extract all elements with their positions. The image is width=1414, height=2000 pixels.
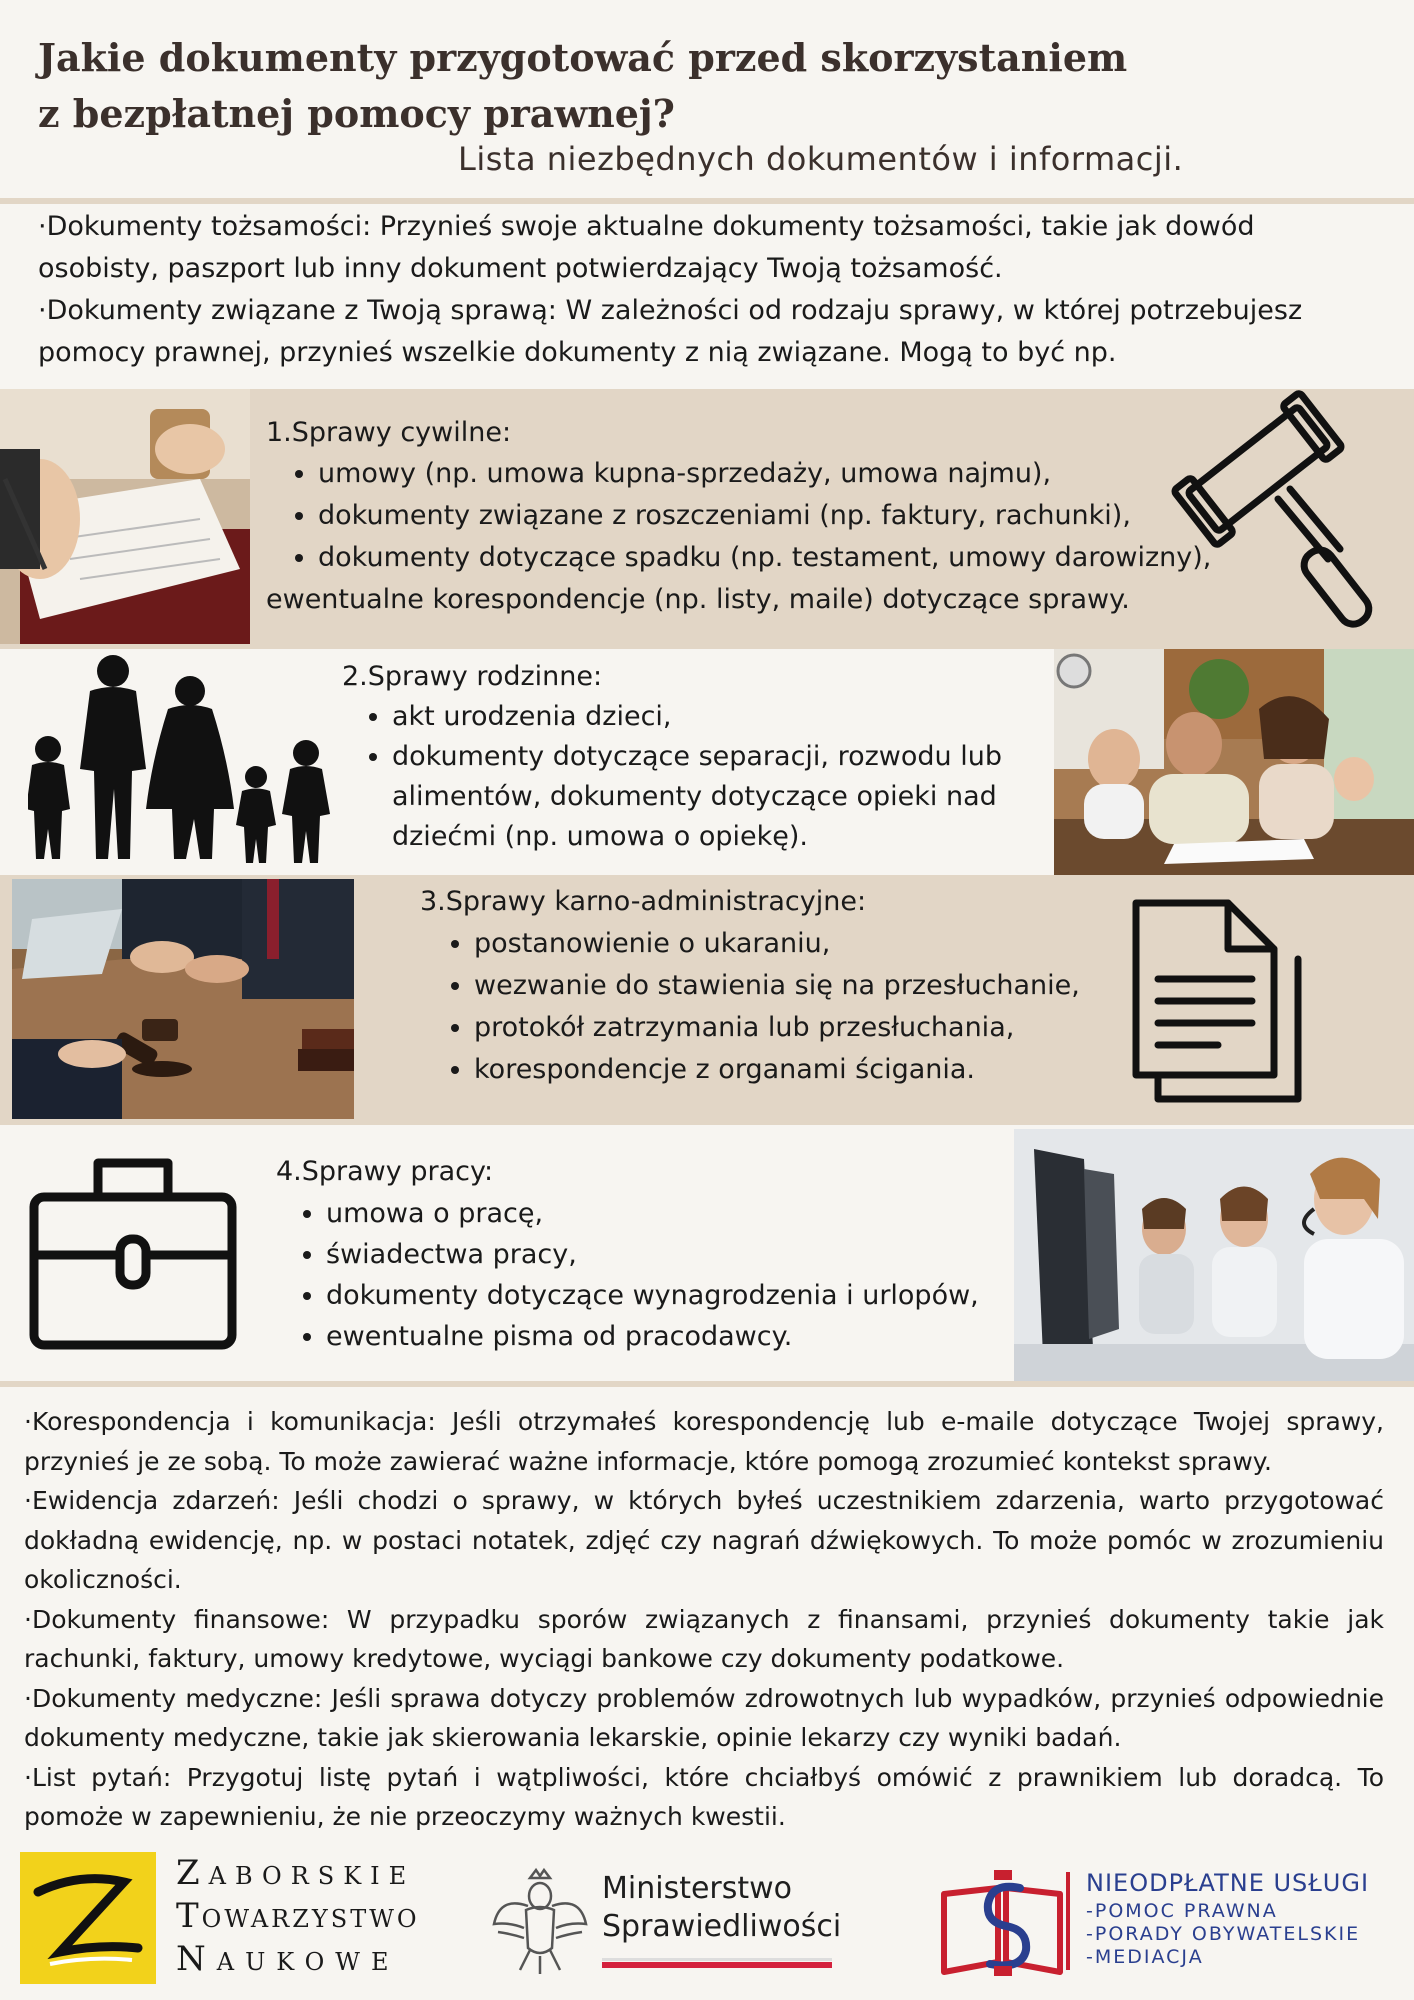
labor-content (276, 1151, 1016, 1357)
list-item: • dokumenty dotyczące wynagrodzenia i urlopów, (326, 1275, 1016, 1316)
list-item: • umowy (np. umowa kupna-sprzedaży, umowa najmu), (318, 453, 1286, 495)
intro-block (38, 206, 1383, 374)
title-line-1: Jakie dokumenty przygotować przed skorzystaniem (38, 35, 1128, 80)
list-item: • dokumenty związane z roszczeniami (np. faktury, rachunki), (318, 495, 1286, 537)
list-item: • dokumenty dotyczące spadku (np. testament, umowy darowizny), (318, 537, 1286, 579)
ztn-emblem-icon (20, 1852, 156, 1984)
family-silhouette-icon (28, 649, 338, 869)
call-center-photo (1014, 1129, 1414, 1381)
nieodplatne-divider (1066, 1872, 1070, 1970)
intro-case-docs: ·Dokumenty związane z Twoją sprawą: W zależności od rodzaju sprawy, w której potrzebujesz pomocy prawnej, przynieś wszelkie dokumenty z nią związane. Mogą to być np. (38, 295, 1303, 368)
ztn-line-2: Towarzystwo (176, 1896, 420, 1936)
criminal-list (420, 923, 1140, 1091)
section-title: 4.Sprawy pracy: (276, 1156, 494, 1187)
nieodplatne-item: -PORADY OBYWATELSKIE (1086, 1923, 1361, 1945)
financial-docs-note: ·Dokumenty finansowe: W przypadku sporów związanych z finansami, przynieś dokumenty takie jak rachunki, faktury, umowy kredytowe, wyciągi bankowe czy dokumenty podatkowe. (24, 1604, 1384, 1673)
gavel-icon (1168, 389, 1388, 634)
events-record-note: ·Ewidencja zdarzeń: Jeśli chodzi o sprawy, w których byłeś uczestnikiem zdarzenia, warto przygotować dokładną ewidencję, np. w postaci notatek, zdjęć czy nagrań dźwiękowych. To może pomóc w zrozumieniu okoliczności. (24, 1486, 1384, 1594)
section-criminal (0, 875, 1414, 1125)
polish-eagle-icon (490, 1866, 590, 1976)
section-civil (0, 389, 1414, 649)
ministry-flag-red (602, 1962, 832, 1968)
list-item: • ewentualne pisma od pracodawcy. (326, 1316, 1016, 1357)
family-list (342, 697, 1022, 857)
page-subtitle: Lista niezbędnych dokumentów i informacji. (458, 140, 1184, 178)
nieodplatne-item: -POMOC PRAWNA (1086, 1900, 1278, 1922)
bottom-divider (0, 1381, 1414, 1387)
criminal-content (420, 881, 1140, 1091)
documents-icon (1128, 899, 1308, 1109)
list-item: • umowa o pracę, (326, 1193, 1016, 1234)
nieodplatne-title: NIEODPŁATNE USŁUGI (1086, 1869, 1370, 1897)
ministry-line-2: Sprawiedliwości (602, 1909, 842, 1944)
list-item: • wezwanie do stawienia się na przesłuchanie, (474, 965, 1140, 1007)
ztn-line-3: Naukowe (176, 1939, 400, 1979)
section-title: 2.Sprawy rodzinne: (342, 661, 603, 692)
ztn-logo (20, 1852, 428, 1984)
title-line-2: z bezpłatnej pomocy prawnej? (38, 91, 675, 136)
section-title: 1.Sprawy cywilne: (266, 417, 512, 448)
additional-documents (24, 1402, 1384, 1837)
family-at-table-photo (1054, 649, 1414, 875)
section-labor (0, 1125, 1414, 1381)
ministry-line-1: Ministerstwo (602, 1871, 793, 1906)
section-family (0, 649, 1414, 875)
civil-trailing-note: ewentualne korespondencje (np. listy, maile) dotyczące sprawy. (266, 584, 1130, 615)
medical-docs-note: ·Dokumenty medyczne: Jeśli sprawa dotyczy problemów zdrowotnych lub wypadków, przynieś odpowiednie dokumenty medyczne, takie jak skierowania lekarskie, opinie lekarzy czy wyniki badań. (24, 1683, 1384, 1752)
nieodplatne-logo (936, 1866, 1376, 1982)
signing-document-photo (0, 389, 250, 644)
nieodplatne-emblem-icon (936, 1866, 1072, 1982)
civil-list (266, 453, 1286, 579)
list-item: • świadectwa pracy, (326, 1234, 1016, 1275)
intro-identity-docs: ·Dokumenty tożsamości: Przynieś swoje aktualne dokumenty tożsamości, takie jak dowód osobisty, paszport lub inny dokument potwierdzający Twoją tożsamość. (38, 211, 1255, 284)
list-item: • protokół zatrzymania lub przesłuchania, (474, 1007, 1140, 1049)
civil-content (266, 413, 1286, 621)
header-divider (0, 198, 1414, 204)
list-item: • dokumenty dotyczące separacji, rozwodu lub alimentów, dokumenty dotyczące opieki nad dziećmi (np. umowa o opiekę). (392, 737, 1022, 857)
list-item: • korespondencje z organami ścigania. (474, 1049, 1140, 1091)
nieodplatne-item: -MEDIACJA (1086, 1946, 1204, 1968)
list-item: • akt urodzenia dzieci, (392, 697, 1022, 737)
ministry-flag-white (602, 1958, 832, 1961)
family-content (342, 657, 1022, 857)
briefcase-icon (28, 1155, 238, 1350)
lawyers-meeting-photo (12, 879, 354, 1119)
page-title (38, 30, 1338, 142)
correspondence-note: ·Korespondencja i komunikacja: Jeśli otrzymałeś korespondencję lub e-maile dotyczące Twojej sprawy, przynieś je ze sobą. To może zawierać ważne informacje, które pomogą zrozumieć kontekst sprawy. (24, 1407, 1384, 1476)
ministry-logo (490, 1866, 850, 1976)
questions-list-note: ·List pytań: Przygotuj listę pytań i wątpliwości, które chciałbyś omówić z prawnikiem lub doradcą. To pomoże w zapewnieniu, że nie przeoczymy ważnych kwestii. (24, 1762, 1384, 1831)
list-item: • postanowienie o ukaraniu, (474, 923, 1140, 965)
section-title: 3.Sprawy karno-administracyjne: (420, 886, 867, 917)
labor-list (276, 1193, 1016, 1357)
ztn-line-1: Zaborskie (176, 1853, 416, 1893)
